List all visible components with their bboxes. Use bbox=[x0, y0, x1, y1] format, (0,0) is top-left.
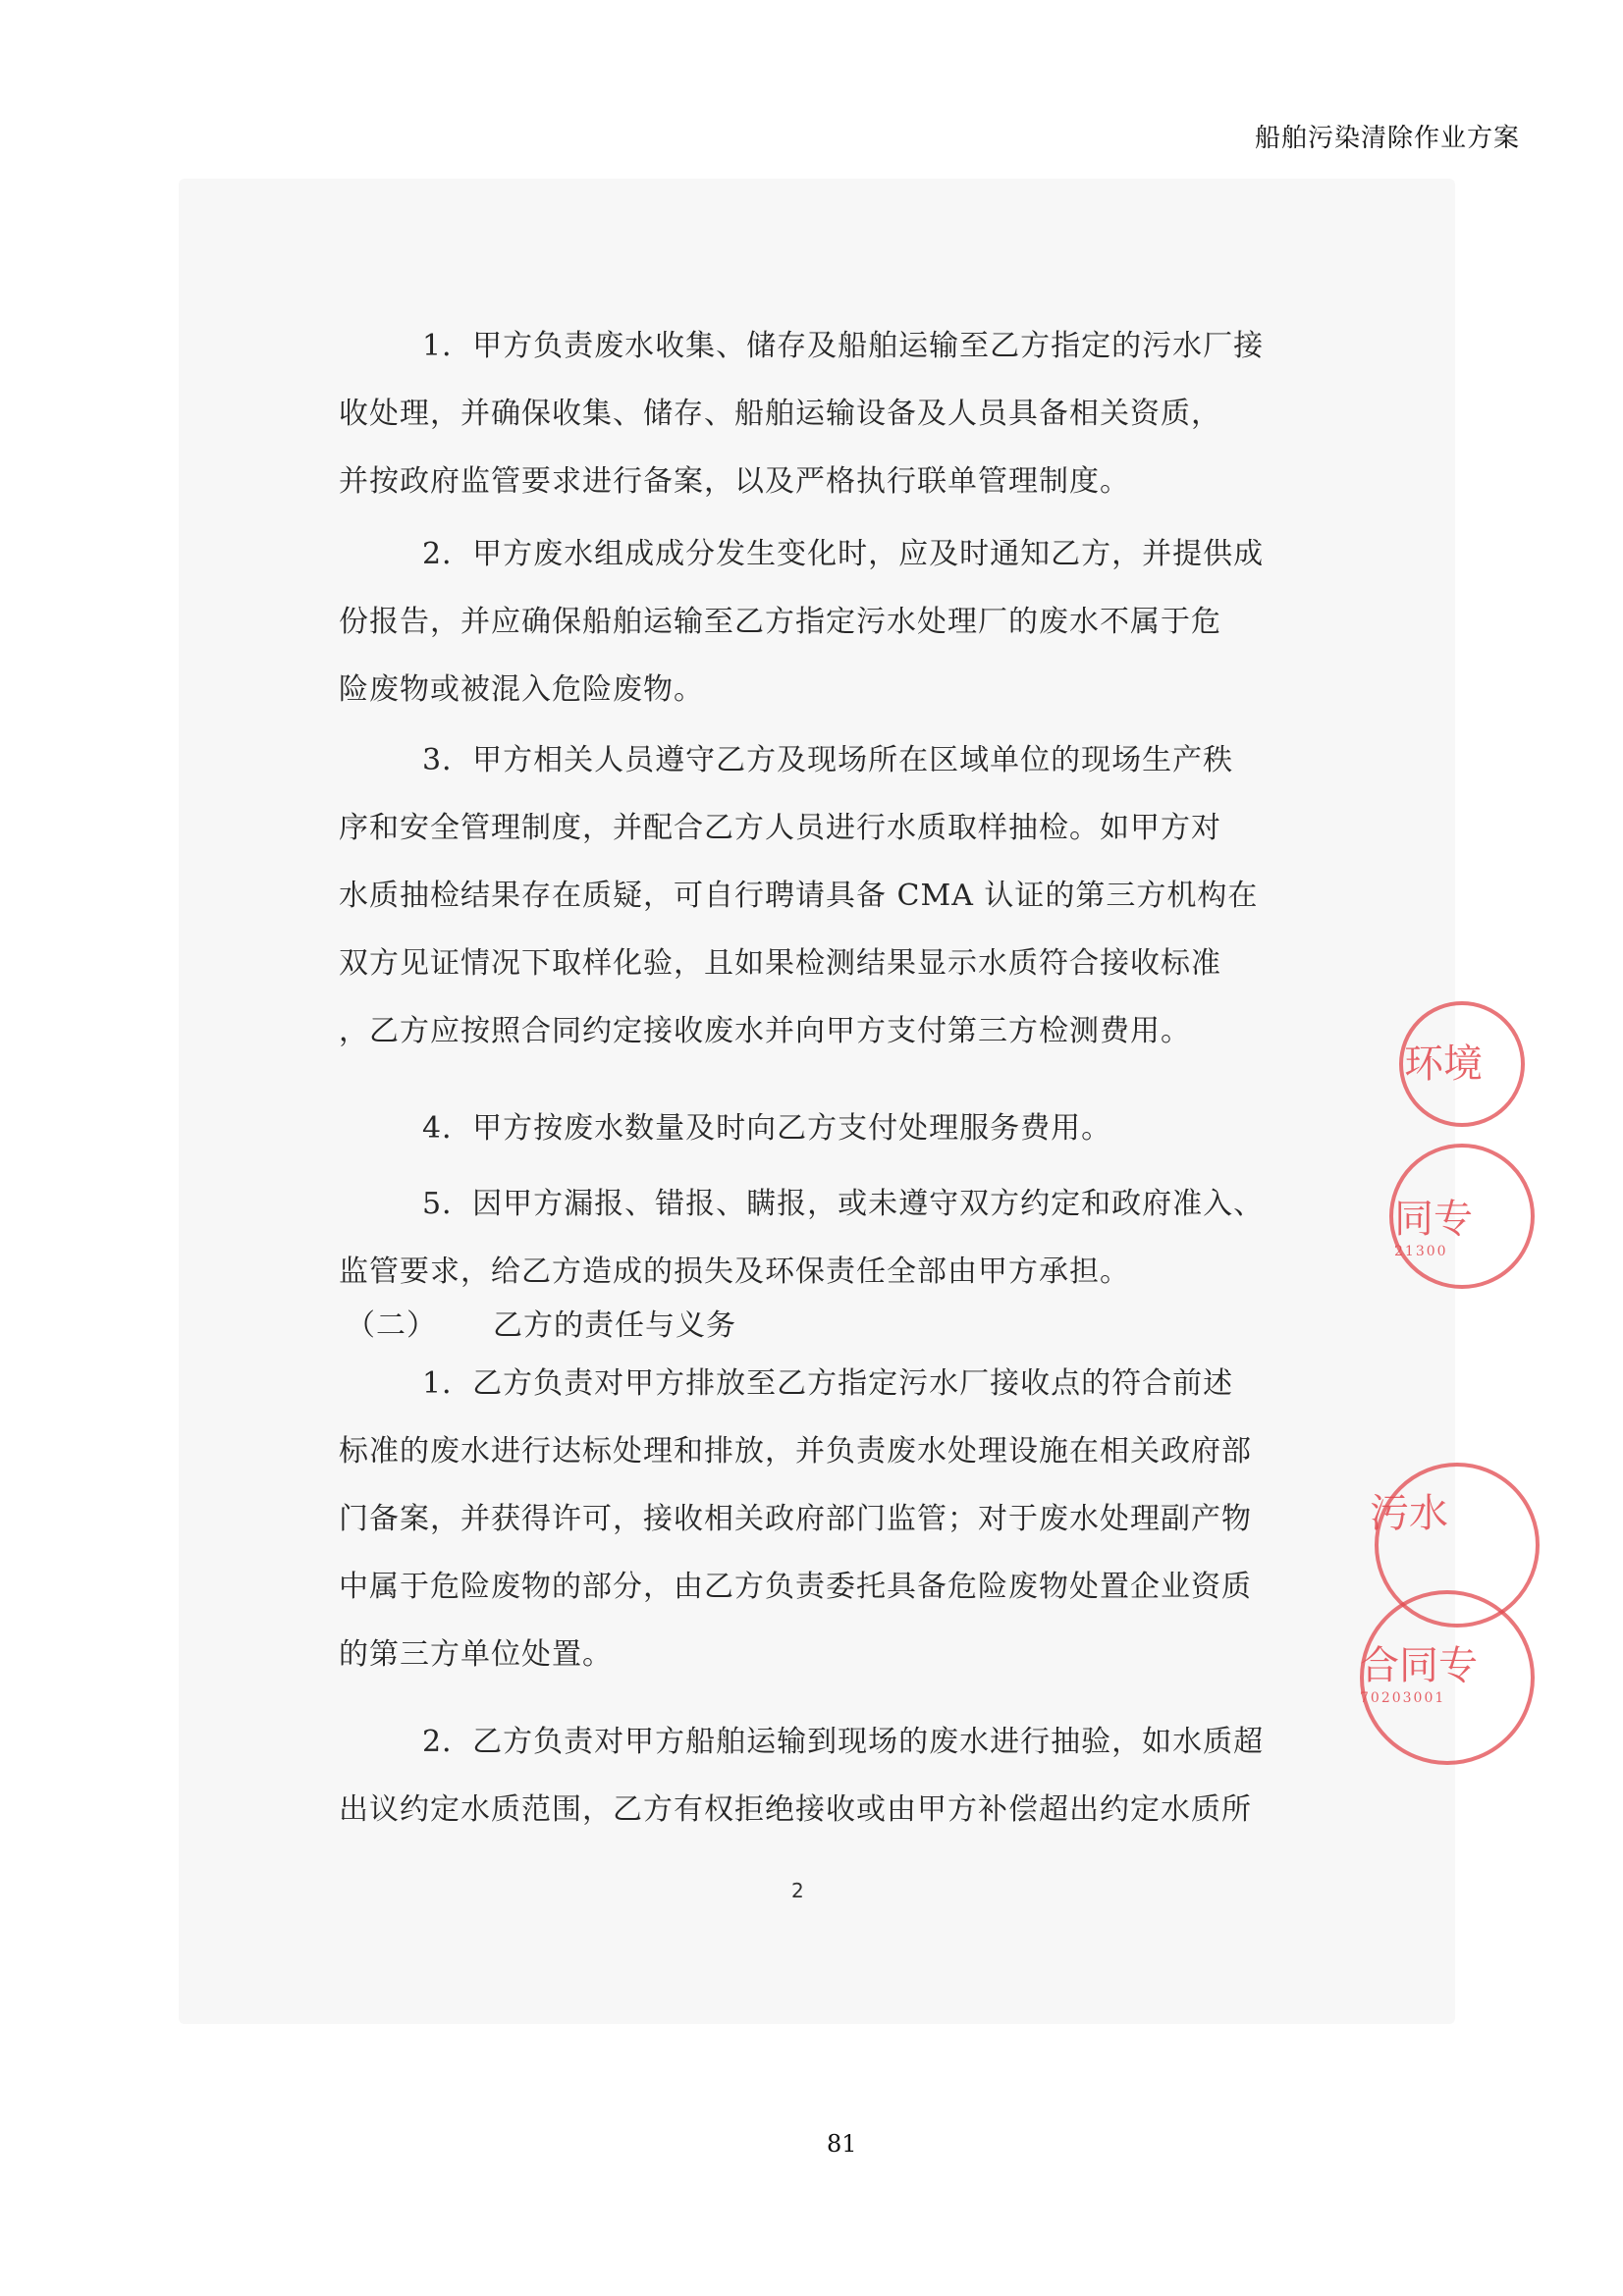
paragraph-line: 险废物或被混入危险废物。 bbox=[339, 672, 704, 707]
paragraph-line: ，乙方应按照合同约定接收废水并向甲方支付第三方检测费用。 bbox=[339, 1014, 1191, 1048]
paragraph-a4 bbox=[339, 1095, 1271, 1162]
paragraph-line: 3．甲方相关人员遵守乙方及现场所在区域单位的现场生产秩 bbox=[422, 743, 1234, 777]
section-title: 乙方的责任与义务 bbox=[493, 1308, 736, 1343]
paragraph-line: 2．甲方废水组成成分发生变化时，应及时通知乙方，并提供成 bbox=[422, 537, 1265, 571]
seal-stamp-1 bbox=[1404, 1033, 1483, 1089]
seal-text: 合同专 bbox=[1360, 1643, 1478, 1688]
paragraph-line: 出议约定水质范围，乙方有权拒绝接收或由甲方补偿超出约定水质所 bbox=[339, 1792, 1252, 1827]
paragraph-line: 4．甲方按废水数量及时向乙方支付处理服务费用。 bbox=[422, 1111, 1112, 1146]
paragraph-line: 序和安全管理制度，并配合乙方人员进行水质取样抽检。如甲方对 bbox=[339, 811, 1221, 845]
paragraph-line: 监管要求，给乙方造成的损失及环保责任全部由甲方承担。 bbox=[339, 1255, 1130, 1289]
seal-code: 70203001 bbox=[1360, 1690, 1446, 1706]
paragraph-line: 的第三方单位处置。 bbox=[339, 1637, 613, 1672]
section-heading-party-b bbox=[346, 1301, 736, 1344]
seal-code: 21300 bbox=[1394, 1244, 1448, 1259]
paragraph-line: 水质抽检结果存在质疑，可自行聘请具备 CMA 认证的第三方机构在 bbox=[339, 879, 1259, 913]
paragraph-line: 份报告，并应确保船舶运输至乙方指定污水处理厂的废水不属于危 bbox=[339, 605, 1221, 639]
paragraph-a2 bbox=[339, 520, 1271, 723]
paragraph-line: 收处理，并确保收集、储存、船舶运输设备及人员具备相关资质， bbox=[339, 397, 1221, 431]
seal-text: 环境 bbox=[1404, 1041, 1483, 1087]
seal-text: 同专 bbox=[1394, 1197, 1473, 1242]
paragraph-line: 标准的废水进行达标处理和排放，并负责废水处理设施在相关政府部 bbox=[339, 1434, 1252, 1468]
paragraph-line: 5．因甲方漏报、错报、瞒报，或未遵守双方约定和政府准入、 bbox=[422, 1187, 1265, 1221]
paragraph-b1 bbox=[339, 1350, 1271, 1688]
seal-arc bbox=[1360, 1590, 1535, 1765]
paragraph-a3 bbox=[339, 726, 1271, 1065]
page-number: 81 bbox=[827, 2130, 857, 2158]
paragraph-line: 中属于危险废物的部分，由乙方负责委托具备危险废物处置企业资质 bbox=[339, 1570, 1252, 1604]
seal-arc bbox=[1389, 1144, 1535, 1289]
paragraph-line: 1．乙方负责对甲方排放至乙方指定污水厂接收点的符合前述 bbox=[422, 1366, 1234, 1401]
paragraph-line: 1．甲方负责废水收集、储存及船舶运输至乙方指定的污水厂接 bbox=[422, 329, 1265, 363]
paragraph-a1 bbox=[339, 312, 1271, 515]
paragraph-line: 并按政府监管要求进行备案，以及严格执行联单管理制度。 bbox=[339, 464, 1130, 499]
scanned-page-number: 2 bbox=[791, 1879, 804, 1902]
paragraph-a5 bbox=[339, 1170, 1271, 1306]
paragraph-line: 双方见证情况下取样化验，且如果检测结果显示水质符合接收标准 bbox=[339, 946, 1221, 981]
document-header-title: 船舶污染清除作业方案 bbox=[1254, 124, 1520, 153]
seal-text: 污水 bbox=[1370, 1491, 1448, 1536]
paragraph-line: 2．乙方负责对甲方船舶运输到现场的废水进行抽验，如水质超 bbox=[422, 1725, 1265, 1759]
paragraph-line: 门备案，并获得许可，接收相关政府部门监管；对于废水处理副产物 bbox=[339, 1502, 1252, 1536]
paragraph-b2 bbox=[339, 1708, 1271, 1843]
seal-stamp-3 bbox=[1370, 1482, 1458, 1538]
section-number: （二） bbox=[346, 1308, 437, 1343]
